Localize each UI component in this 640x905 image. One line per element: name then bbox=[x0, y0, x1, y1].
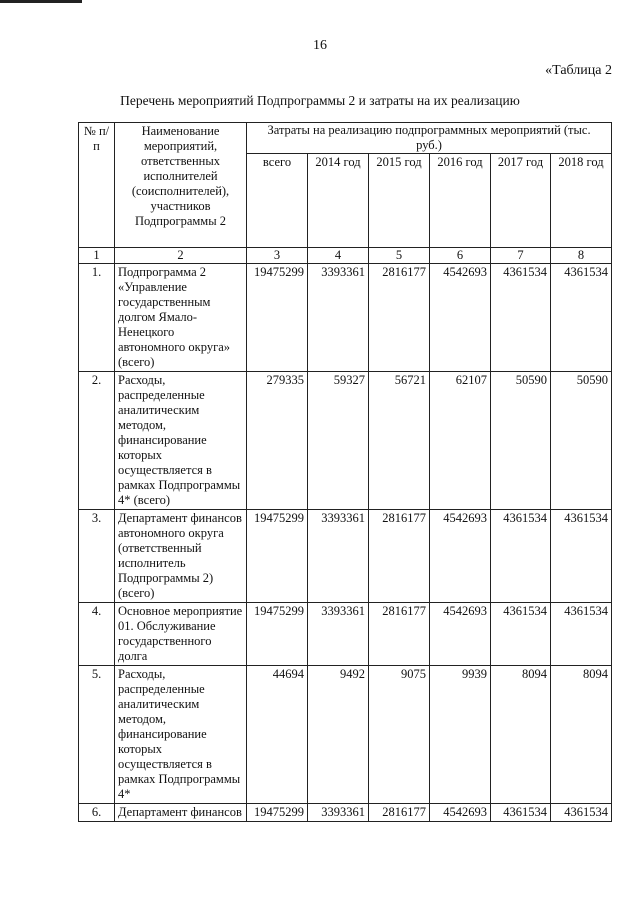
header-row-1 bbox=[79, 123, 612, 154]
value-2015: 2816177 bbox=[369, 510, 430, 603]
value-2017: 8094 bbox=[491, 666, 551, 804]
column-number-row bbox=[79, 248, 612, 264]
value-2017: 50590 bbox=[491, 372, 551, 510]
table-row bbox=[79, 603, 612, 666]
value-2016: 9939 bbox=[430, 666, 491, 804]
row-name: Подпрограмма 2 «Управление государственным долгом Ямало-Ненецкого автономного округа» (всего) bbox=[115, 264, 247, 372]
row-name: Расходы, распределенные аналитическим методом, финансирование которых осуществляется в рамках Подпрограммы 4* (всего) bbox=[115, 372, 247, 510]
row-number: 1. bbox=[79, 264, 115, 372]
value-2017: 4361534 bbox=[491, 603, 551, 666]
row-number: 6. bbox=[79, 804, 115, 822]
value-2017: 4361534 bbox=[491, 804, 551, 822]
column-number: 5 bbox=[369, 248, 430, 264]
header-2016: 2016 год bbox=[430, 154, 491, 248]
costs-table bbox=[78, 122, 612, 822]
value-total: 279335 bbox=[247, 372, 308, 510]
header-name: Наименование мероприятий, ответственных исполнителей (соисполнителей), участников Подпрограммы 2 bbox=[115, 123, 247, 248]
header-2014: 2014 год bbox=[308, 154, 369, 248]
header-total: всего bbox=[247, 154, 308, 248]
value-2015: 2816177 bbox=[369, 264, 430, 372]
table-row bbox=[79, 264, 612, 372]
row-name: Департамент финансов bbox=[115, 804, 247, 822]
column-number: 4 bbox=[308, 248, 369, 264]
value-2018: 4361534 bbox=[551, 804, 612, 822]
table-row bbox=[79, 510, 612, 603]
header-2015: 2015 год bbox=[369, 154, 430, 248]
value-2017: 4361534 bbox=[491, 264, 551, 372]
value-2017: 4361534 bbox=[491, 510, 551, 603]
header-2018: 2018 год bbox=[551, 154, 612, 248]
value-2014: 3393361 bbox=[308, 603, 369, 666]
value-total: 44694 bbox=[247, 666, 308, 804]
table-row bbox=[79, 666, 612, 804]
row-name: Департамент финансов автономного округа (ответственный исполнитель Подпрограммы 2) (всего) bbox=[115, 510, 247, 603]
value-2015: 2816177 bbox=[369, 804, 430, 822]
table-label: «Таблица 2 bbox=[545, 63, 612, 78]
row-name: Расходы, распределенные аналитическим методом, финансирование которых осуществляется в рамках Подпрограммы 4* bbox=[115, 666, 247, 804]
row-number: 4. bbox=[79, 603, 115, 666]
header-num: № п/п bbox=[79, 123, 115, 248]
header-2017: 2017 год bbox=[491, 154, 551, 248]
value-2014: 59327 bbox=[308, 372, 369, 510]
value-2015: 56721 bbox=[369, 372, 430, 510]
value-2018: 50590 bbox=[551, 372, 612, 510]
value-2018: 8094 bbox=[551, 666, 612, 804]
column-number: 8 bbox=[551, 248, 612, 264]
value-total: 19475299 bbox=[247, 804, 308, 822]
column-number: 6 bbox=[430, 248, 491, 264]
value-2018: 4361534 bbox=[551, 603, 612, 666]
row-number: 3. bbox=[79, 510, 115, 603]
row-number: 5. bbox=[79, 666, 115, 804]
top-rule bbox=[0, 0, 82, 3]
value-2016: 4542693 bbox=[430, 804, 491, 822]
column-number: 3 bbox=[247, 248, 308, 264]
value-2015: 9075 bbox=[369, 666, 430, 804]
value-2015: 2816177 bbox=[369, 603, 430, 666]
column-number: 1 bbox=[79, 248, 115, 264]
page-number: 16 bbox=[313, 38, 327, 53]
value-total: 19475299 bbox=[247, 510, 308, 603]
row-number: 2. bbox=[79, 372, 115, 510]
value-2016: 4542693 bbox=[430, 510, 491, 603]
value-2016: 62107 bbox=[430, 372, 491, 510]
column-number: 7 bbox=[491, 248, 551, 264]
value-2016: 4542693 bbox=[430, 264, 491, 372]
value-total: 19475299 bbox=[247, 603, 308, 666]
value-2018: 4361534 bbox=[551, 510, 612, 603]
value-2014: 3393361 bbox=[308, 264, 369, 372]
value-2014: 3393361 bbox=[308, 804, 369, 822]
value-total: 19475299 bbox=[247, 264, 308, 372]
header-costs-group: Затраты на реализацию подпрограммных мероприятий (тыс. руб.) bbox=[247, 123, 612, 154]
document-title: Перечень мероприятий Подпрограммы 2 и затраты на их реализацию bbox=[120, 93, 520, 108]
row-name: Основное мероприятие 01. Обслуживание государственного долга bbox=[115, 603, 247, 666]
value-2016: 4542693 bbox=[430, 603, 491, 666]
value-2018: 4361534 bbox=[551, 264, 612, 372]
table-row bbox=[79, 372, 612, 510]
table-row bbox=[79, 804, 612, 822]
value-2014: 9492 bbox=[308, 666, 369, 804]
column-number: 2 bbox=[115, 248, 247, 264]
value-2014: 3393361 bbox=[308, 510, 369, 603]
